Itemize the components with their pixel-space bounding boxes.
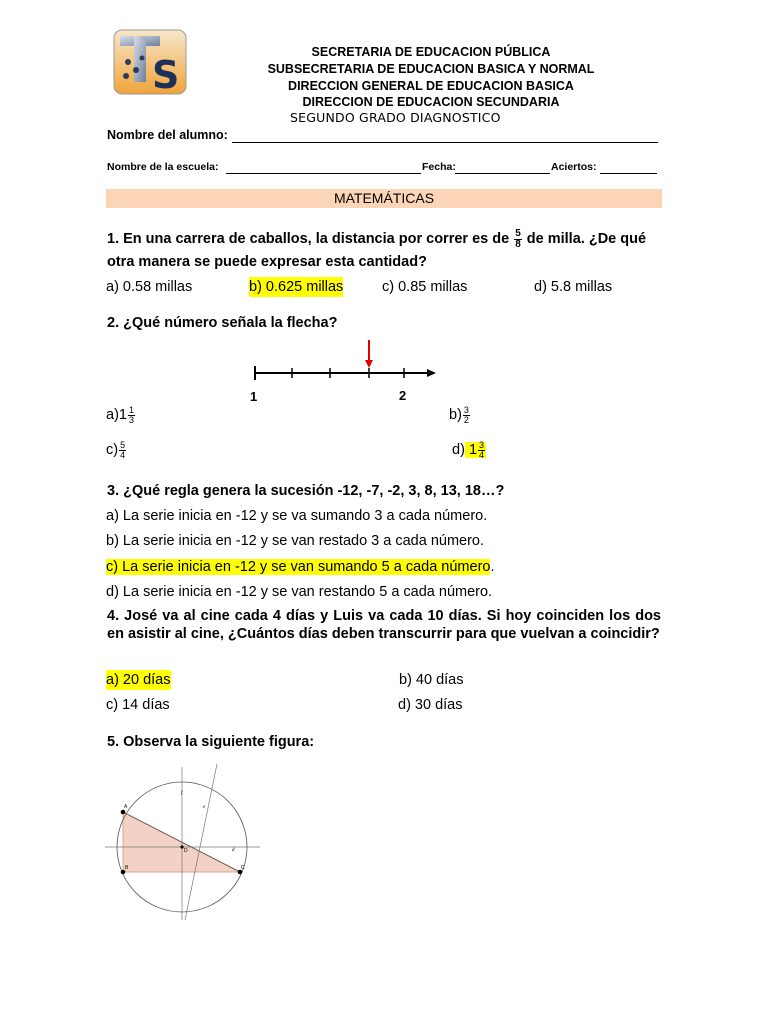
subject-title: MATEMÁTICAS bbox=[106, 189, 662, 208]
q3-option-a[interactable]: a) La serie inicia en -12 y se va sumando 3 a cada número. bbox=[106, 508, 488, 524]
date-label: Fecha: bbox=[422, 161, 456, 173]
q2-option-b-prefix: b) bbox=[449, 407, 462, 423]
question-1-text-b: de milla. ¿De qué bbox=[526, 231, 647, 247]
label-a: A bbox=[124, 804, 128, 810]
q2-option-a-whole: a)1 bbox=[106, 407, 127, 423]
label-d: D bbox=[184, 848, 188, 854]
label-e: e bbox=[203, 805, 206, 810]
fraction-three-halves: $\frac{3}{2}$ bbox=[463, 404, 469, 425]
school-logo bbox=[112, 28, 188, 96]
header-line-1: SECRETARIA DE EDUCACION PÚBLICA bbox=[311, 45, 551, 59]
q1-option-a[interactable]: a) 0.58 millas bbox=[106, 279, 193, 295]
fraction-five-eighths: $\frac{5}{8}$ bbox=[515, 227, 521, 250]
q4-option-d[interactable]: d) 30 días bbox=[398, 697, 463, 713]
q2-option-d-answer: 1 $\frac{3}{4}$ bbox=[465, 442, 486, 458]
axis-label-1: 1 bbox=[250, 389, 258, 404]
fraction-five-fourths: $\frac{5}{4}$ bbox=[120, 439, 126, 460]
label-c: C bbox=[241, 865, 245, 871]
score-line[interactable] bbox=[600, 173, 657, 174]
number-line-arrowhead bbox=[427, 369, 436, 377]
q3-option-c-period: . bbox=[490, 559, 495, 575]
svg-text:S: S bbox=[152, 53, 180, 96]
fraction-three-fourths: $\frac{3}{4}$ bbox=[479, 439, 485, 460]
q1-option-b[interactable]: b) 0.625 millas bbox=[249, 279, 344, 295]
q3-option-c[interactable] bbox=[106, 557, 495, 577]
q2-option-c[interactable] bbox=[106, 440, 127, 460]
header-line-3: DIRECCION GENERAL DE EDUCACION BASICA bbox=[288, 79, 574, 93]
q1-option-d[interactable]: d) 5.8 millas bbox=[534, 279, 613, 295]
question-1-text-a: 1. En una carrera de caballos, la distancia por correr es de bbox=[107, 231, 510, 247]
header-line-5: SEGUNDO GRADO DIAGNOSTICO bbox=[290, 110, 501, 125]
number-line bbox=[240, 335, 450, 407]
q3-option-c-text: c) La serie inicia en -12 y se van sumando 5 a cada número bbox=[106, 559, 491, 575]
q3-option-d[interactable]: d) La serie inicia en -12 y se van restando 5 a cada número. bbox=[106, 584, 493, 600]
school-name-line[interactable] bbox=[226, 173, 421, 174]
question-3: 3. ¿Qué regla genera la sucesión -12, -7, -2, 3, 8, 13, 18…? bbox=[107, 483, 505, 499]
label-b: B bbox=[125, 865, 129, 871]
question-5: 5. Observa la siguiente figura: bbox=[107, 734, 315, 750]
student-name-line[interactable] bbox=[232, 142, 658, 143]
fraction-one-third: $\frac{1}{3}$ bbox=[128, 404, 134, 425]
date-line[interactable] bbox=[455, 173, 550, 174]
q2-option-d[interactable] bbox=[452, 440, 486, 460]
question-2: 2. ¿Qué número señala la flecha? bbox=[107, 315, 338, 331]
q1-option-c[interactable]: c) 0.85 millas bbox=[382, 279, 468, 295]
geometry-figure bbox=[105, 762, 265, 922]
q2-option-c-prefix: c) bbox=[106, 442, 119, 458]
question-4: 4. José va al cine cada 4 días y Luis va cada 10 días. Si hoy coinciden los dos en asistir al cine, ¿Cuántos días deben transcurrir para que vuelvan a coincidir? bbox=[107, 608, 661, 642]
student-name-label: Nombre del alumno: bbox=[107, 128, 228, 142]
header-line-2: SUBSECRETARIA DE EDUCACION BASICA Y NORMAL bbox=[267, 62, 595, 76]
school-name-label: Nombre de la escuela: bbox=[107, 161, 219, 173]
axis-label-2: 2 bbox=[399, 388, 407, 403]
q4-option-c[interactable]: c) 14 días bbox=[106, 697, 170, 713]
question-1 bbox=[107, 228, 667, 250]
red-arrow-icon bbox=[365, 360, 373, 368]
label-f: f bbox=[181, 791, 183, 796]
q3-option-b[interactable]: b) La serie inicia en -12 y se van restado 3 a cada número. bbox=[106, 533, 485, 549]
q4-option-b[interactable]: b) 40 días bbox=[399, 672, 464, 688]
q2-option-b[interactable] bbox=[449, 405, 471, 425]
label-d-line: d bbox=[232, 848, 235, 853]
header-line-4: DIRECCION DE EDUCACION SECUNDARIA bbox=[302, 95, 560, 109]
diagonal-line bbox=[185, 764, 217, 920]
score-label: Aciertos: bbox=[551, 161, 597, 173]
q2-option-d-prefix: d) bbox=[452, 442, 465, 458]
q4-option-a[interactable]: a) 20 días bbox=[106, 672, 171, 688]
q2-option-a[interactable] bbox=[106, 405, 136, 425]
point-a bbox=[121, 810, 126, 815]
question-1-text-c: otra manera se puede expresar esta cantidad? bbox=[107, 254, 427, 270]
